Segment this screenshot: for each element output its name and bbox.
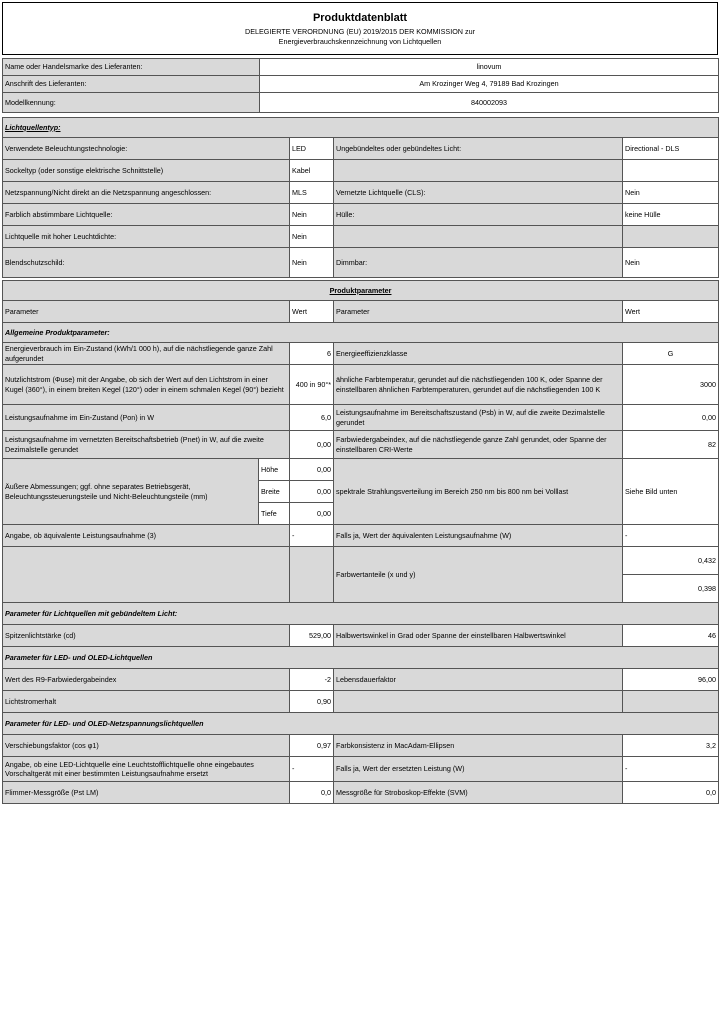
power-factor-label: Verschiebungsfaktor (cos φ1) [3,735,290,757]
chromaticity-label: Farbwertanteile (x und y) [334,547,623,603]
peak-intensity-label: Spitzenlichtstärke (cd) [3,625,290,647]
envelope-label: Hülle: [334,204,623,226]
product-parameters-table [2,280,719,804]
supplier-name-value: linovum [260,59,719,76]
power-factor-value: 0,97 [290,735,334,757]
hld-label: Lichtquelle mit hoher Leuchtdichte: [3,226,290,248]
useful-flux-value: 400 in 90°* [290,365,334,405]
hld-value: Nein [290,226,334,248]
psb-value: 0,00 [623,405,719,431]
empty-cell [3,547,290,603]
pnet-label: Leistungsaufnahme im vernetzten Bereitschaftsbetrieb (Pnet) in W, auf die zweite Dezimalstelle gerundet [3,431,290,459]
beam-angle-label: Halbwertswinkel in Grad oder Spanne der einstellbaren Halbwertswinkel [334,625,623,647]
empty-cell [623,691,719,713]
pon-label: Leistungsaufnahme im Ein-Zustand (Pon) in W [3,405,290,431]
cls-value: Nein [623,182,719,204]
supplier-table [2,58,719,113]
empty-cell [623,160,719,182]
tech-label: Verwendete Beleuchtungstechnologie: [3,138,290,160]
peak-intensity-value: 529,00 [290,625,334,647]
dimmable-label: Dimmbar: [334,248,623,278]
empty-cell [334,226,623,248]
sheet-title: Produktdatenblatt [312,12,408,24]
flicker-value: 0,0 [290,782,334,804]
depth-value: 0,00 [290,503,334,525]
lumen-maintenance-value: 0,90 [290,691,334,713]
col-param-header-2: Parameter [334,301,623,323]
depth-label: Tiefe [259,503,290,525]
light-type-table [2,117,719,278]
supplier-name-label: Name oder Handelsmarke des Lieferanten: [3,59,260,76]
cri-value: 82 [623,431,719,459]
mains-label: Netzspannung/Nicht direkt an die Netzspannung angeschlossen: [3,182,290,204]
energy-class-value: G [623,343,719,365]
supplier-address-label: Anschrift des Lieferanten: [3,76,260,93]
survival-factor-label: Lebensdauerfaktor [334,669,623,691]
empty-cell [334,691,623,713]
flicker-label: Flimmer-Messgröße (Pst LM) [3,782,290,804]
energy-class-label: Energieeffizienzklasse [334,343,623,365]
product-data-sheet [2,2,718,804]
r9-label: Wert des R9-Farbwiedergabeindex [3,669,290,691]
chromaticity-y-value: 0,398 [623,575,719,603]
psb-label: Leistungsaufnahme im Bereitschaftszustand (Psb) in W, auf die zweite Dezimalstelle gerundet [334,405,623,431]
energy-consumption-label: Energieverbrauch im Ein-Zustand (kWh/1 000 h), auf die nächstliegende ganze Zahl aufgerundet [3,343,290,365]
svm-value: 0,0 [623,782,719,804]
empty-cell [623,226,719,248]
equivalent-power-w-value: - [623,525,719,547]
spectral-value: Siehe Bild unten [623,459,719,525]
cap-value: Kabel [290,160,334,182]
equivalent-power-value: - [290,525,334,547]
mains-value: MLS [290,182,334,204]
survival-factor-value: 96,00 [623,669,719,691]
width-value: 0,00 [290,481,334,503]
dimensions-label: Äußere Abmessungen; ggf. ohne separates Betriebsgerät, Beleuchtungssteuerungsteile und Nicht-Beleuchtungsteile (mm) [3,459,259,525]
directional-label: Ungebündeltes oder gebündeltes Licht: [334,138,623,160]
cap-label: Sockeltyp (oder sonstige elektrische Schnittstelle) [3,160,290,182]
height-label: Höhe [259,459,290,481]
pnet-value: 0,00 [290,431,334,459]
r9-value: -2 [290,669,334,691]
cls-label: Vernetzte Lichtquelle (CLS): [334,182,623,204]
sheet-subtitle-line2: Energieverbrauchskennzeichnung von Lichtquellen [278,37,442,46]
macadam-value: 3,2 [623,735,719,757]
sheet-header [2,2,718,55]
macadam-label: Farbkonsistenz in MacAdam-Ellipsen [334,735,623,757]
svm-label: Messgröße für Stroboskop-Effekte (SVM) [334,782,623,804]
lumen-maintenance-label: Lichtstromerhalt [3,691,290,713]
cri-label: Farbwiedergabeindex, auf die nächstliegende ganze Zahl gerundet, oder Spanne der einstellbaren CRI-Werte [334,431,623,459]
cct-label: ähnliche Farbtemperatur, gerundet auf die nächstliegenden 100 K, oder Spanne der einstellbaren ähnlichen Farbtemperaturen, gerundet auf die nächstliegenden 100 K [334,365,623,405]
replaced-power-value: - [623,757,719,782]
envelope-value: keine Hülle [623,204,719,226]
equivalent-power-label: Angabe, ob äquivalente Leistungsaufnahme (3) [3,525,290,547]
model-label: Modellkennung: [3,93,260,113]
width-label: Breite [259,481,290,503]
tunable-value: Nein [290,204,334,226]
supplier-address-value: Am Krozinger Weg 4, 79189 Bad Krozingen [260,76,719,93]
col-value-header-2: Wert [623,301,719,323]
cct-value: 3000 [623,365,719,405]
height-value: 0,00 [290,459,334,481]
led-params-heading: Parameter für LED- und OLED-Lichtquellen [3,647,719,669]
empty-cell [290,547,334,603]
antiglare-value: Nein [290,248,334,278]
product-parameters-heading: Produktparameter [3,281,719,301]
mains-led-params-heading: Parameter für LED- und OLED-Netzspannungslichtquellen [3,713,719,735]
energy-consumption-value: 6 [290,343,334,365]
retrofit-label: Angabe, ob eine LED-Lichtquelle eine Leuchtstofflichtquelle ohne eingebautes Vorschaltgerät mit einer bestimmten Leistungsaufnahme ersetzt [3,757,290,782]
useful-flux-label: Nutzlichtstrom (Φuse) mit der Angabe, ob sich der Wert auf den Lichtstrom in einer Kugel (360°), in einem breiten Kegel (120°) oder in einem schmalen Kegel (90°) bezieht [3,365,290,405]
tech-value: LED [290,138,334,160]
empty-cell [334,160,623,182]
equivalent-power-w-label: Falls ja, Wert der äquivalenten Leistungsaufnahme (W) [334,525,623,547]
pon-value: 6,0 [290,405,334,431]
spectral-label: spektrale Strahlungsverteilung im Bereich 250 nm bis 800 nm bei Volllast [334,459,623,525]
light-type-heading: Lichtquellentyp: [3,118,719,138]
general-params-heading: Allgemeine Produktparameter: [3,323,719,343]
dimmable-value: Nein [623,248,719,278]
col-param-header: Parameter [3,301,290,323]
model-value: 840002093 [260,93,719,113]
col-value-header: Wert [290,301,334,323]
sheet-subtitle-line1: DELEGIERTE VERORDNUNG (EU) 2019/2015 DER KOMMISSION zur [245,27,475,36]
directional-value: Directional - DLS [623,138,719,160]
retrofit-value: - [290,757,334,782]
replaced-power-label: Falls ja, Wert der ersetzten Leistung (W) [334,757,623,782]
beam-angle-value: 46 [623,625,719,647]
directional-params-heading: Parameter für Lichtquellen mit gebündeltem Licht: [3,603,719,625]
antiglare-label: Blendschutzschild: [3,248,290,278]
tunable-label: Farblich abstimmbare Lichtquelle: [3,204,290,226]
chromaticity-x-value: 0,432 [623,547,719,575]
